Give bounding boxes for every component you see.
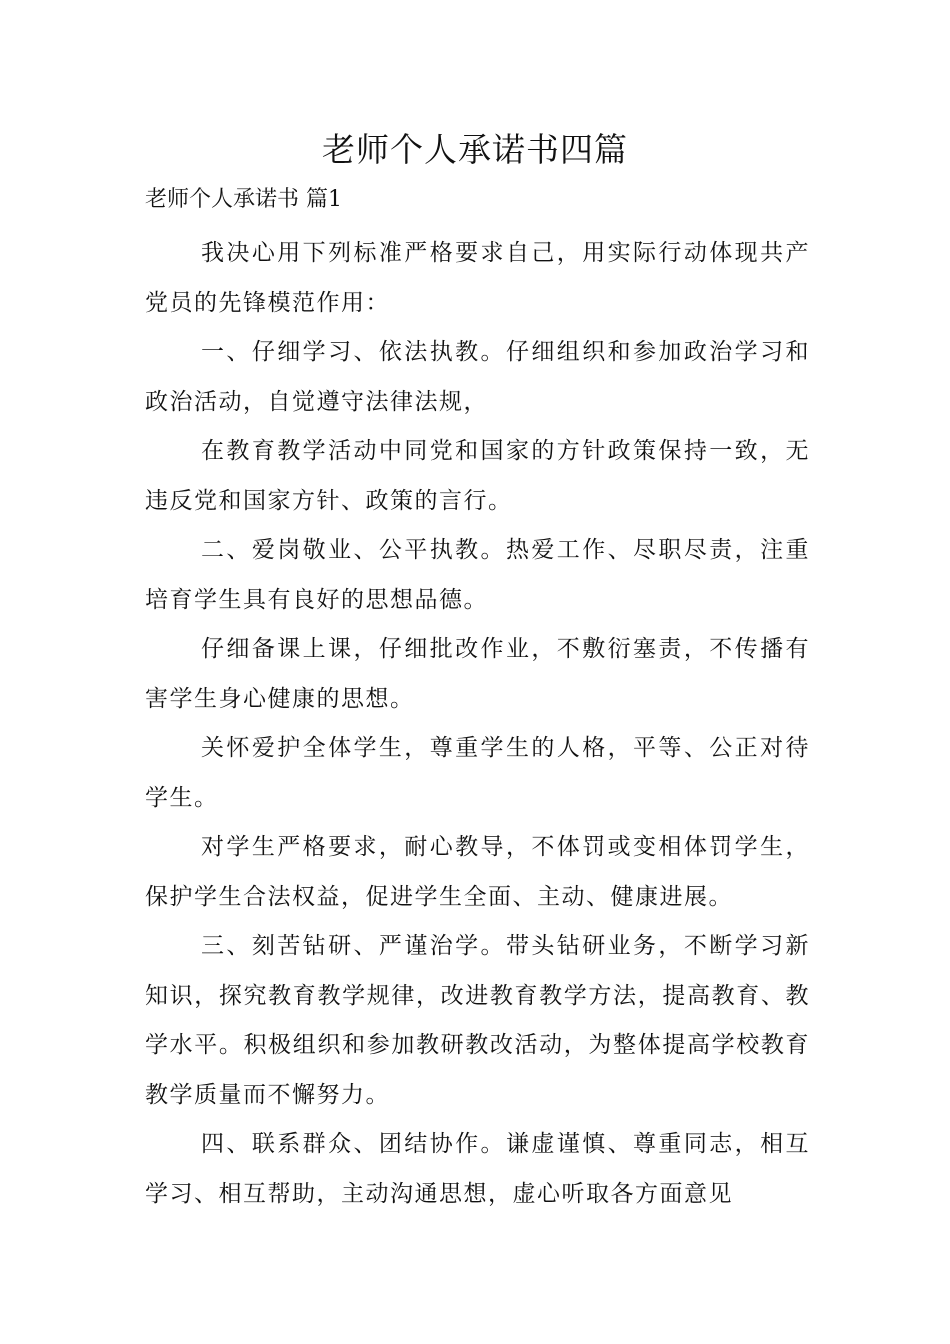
paragraph: 对学生严格要求，耐心教导，不体罚或变相体罚学生，保护学生合法权益，促进学生全面、主动、健康进展。 xyxy=(145,834,810,910)
section-heading: 老师个人承诺书 篇1 xyxy=(145,187,342,212)
paragraph: 关怀爱护全体学生，尊重学生的人格，平等、公正对待学生。 xyxy=(145,735,810,811)
paragraph: 二、爱岗敬业、公平执教。热爱工作、尽职尽责，注重培育学生具有良好的思想品德。 xyxy=(145,537,810,613)
paragraph: 我决心用下列标准严格要求自己，用实际行动体现共产党员的先锋模范作用： xyxy=(145,240,810,316)
paragraph: 在教育教学活动中同党和国家的方针政策保持一致，无违反党和国家方针、政策的言行。 xyxy=(145,438,810,514)
paragraph: 三、刻苦钻研、严谨治学。带头钻研业务，不断学习新知识，探究教育教学规律，改进教育教学方法，提高教育、教学水平。积极组织和参加教研教改活动，为整体提高学校教育教学质量而不懈努力。 xyxy=(145,933,810,1108)
paragraph: 仔细备课上课，仔细批改作业，不敷衍塞责，不传播有害学生身心健康的思想。 xyxy=(145,636,810,712)
paragraph: 一、仔细学习、依法执教。仔细组织和参加政治学习和政治活动，自觉遵守法律法规， xyxy=(145,339,810,415)
document-title: 老师个人承诺书四篇 xyxy=(322,130,628,169)
document-body xyxy=(145,229,810,1219)
paragraph: 四、联系群众、团结协作。谦虚谨慎、尊重同志，相互学习、相互帮助，主动沟通思想，虚心听取各方面意见 xyxy=(145,1131,810,1207)
